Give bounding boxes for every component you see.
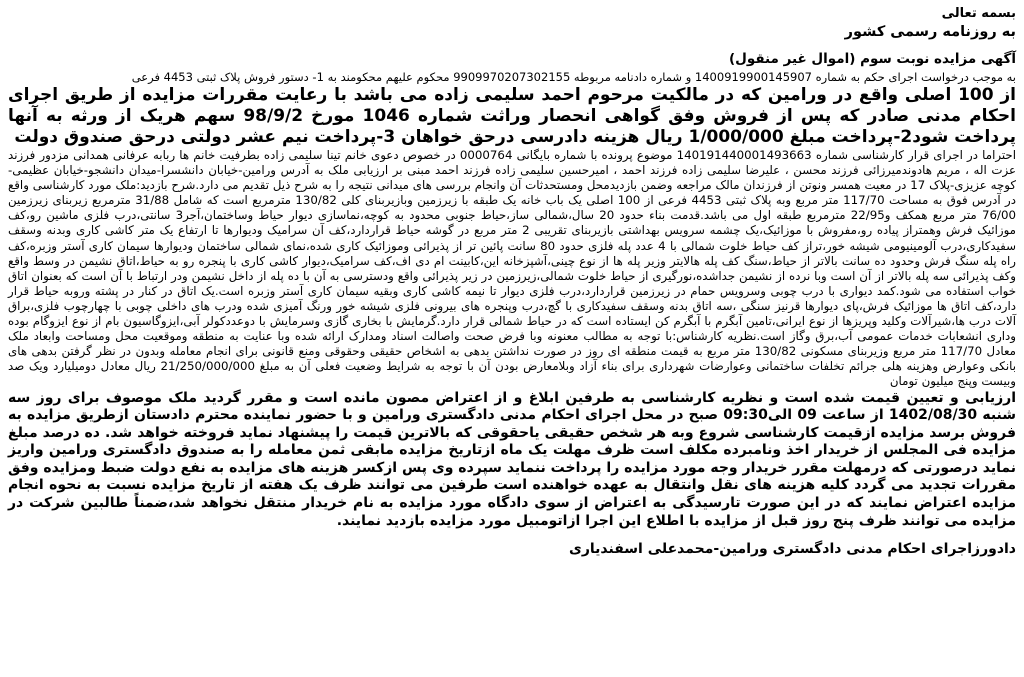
basmala-heading: بسمه تعالی: [941, 6, 1016, 21]
signature-line: دادورزاجرای احکام مدنی دادگستری ورامین-محمدعلی اسفندیاری: [569, 541, 1016, 558]
auction-terms-paragraph: ارزیابی و تعیین قیمت شده است و نظریه کارشناسی به طرفین ابلاغ و از اعتراض مصون مانده است و مقرر گردید ملک موصوف برای روز سه شنبه 1402/08/30 از ساعت 09 الی09:30 صبح در محل اجرای احکام مدنی دادگستری ورامین و با حضور نماینده محترم دادستان ازطریق مزایده به فروش برسد مزایده ازقیمت کارشناسی شروع وبه هر شخص حقیقی یاحقوقی که بالاترین قیمت را پیشنهاد نماید فروخته خواهد شد. ده درصد مبلغ مزایده فی المجلس از خریدار اخذ ونامبرده مکلف است ظرف مهلت یک ماه ازتاریخ مزایده مابقی ثمن معامله را به صندوق دادگستری ورامین واریز نماید درصورتی که درمهلت مقرر خریدار وجه مورد مزایده را پرداخت ننماید سپرده وی پس ازکسر هزینه های مزایده به نفع دولت ضبط ومزایده وفق مقررات تجدید می گردد کلیه هزینه های نقل وانتقال به عهده خواهنده است طرفین می توانند ظرف یک هفته از تاریخ مزایده نسبت به نحوه انجام مزایده اعتراض نمایند که در این صورت تارسیدگی به اعتراض از سوی دادگاه مورد مزایده به نام خریدار منتقل نخواهد شد،ضمناً طالبین شرکت در مزایده می توانند ظرف پنج روز قبل از مزایده با اطلاع این اجرا ازاتومبیل مورد مزایده بازدید نمایند.: [8, 389, 1017, 529]
notice-page: [8, 4, 1016, 673]
ruling-paragraph: از 100 اصلی واقع در ورامین که در مالکیت مرحوم احمد سلیمی زاده می باشد با رعایت مقررات مزایده از طریق اجرای احکام مدنی صادر که پس از فروش وفق گواهی انحصار وراثت شماره 1046 مورخ 98/9/2 سهم هریک از ورثه به آنها پرداخت شود2-پرداخت مبلغ 1/000/000 ریال هزینه دادرسی درحق خواهان 3-پرداخت نیم عشر دولتی درحق صندوق دولت: [8, 85, 1016, 147]
notice-title: آگهی مزایده نوبت سوم (اموال غیر منقول): [728, 51, 1016, 67]
recipient-heading: به روزنامه رسمی کشور: [844, 24, 1016, 40]
intro-paragraph: به موجب درخواست اجرای حکم به شماره 1400919900145907 و شماره دادنامه مربوطه 9909970207302155 محکوم علیهم محکومند به 1- دستور فروش پلاک ثبتی 4453 فرعی: [131, 70, 1016, 84]
expert-report-paragraph: احتراما در اجرای قرار کارشناسی شماره 140191440001493663 موضوع پرونده با شماره بایگانی 0000764 در خصوص دعوی خانم تینا سلیمی زاده بطرفیت خانم ها ربابه عرفانی همدانی مزدور فرزند عزت اله ، مریم هادوندمیرزائی فرزند محسن ، علیرضا سلیمی زاده فرزند احمد ، امیرحسین سلیمی زاده فرزند احمد مبنی بر ارزیابی ملک به آدرس ورامین-خیابان دانشسرا-میدان دانشجو-خیابان عظیمی-کوچه عزیزی-پلاک 17 در معیت همسر ونوتن از فرزندان مالک مراجعه وضمن بازدیدمحل ومستحدثات آن وانجام بررسی های میدانی نتیجه را به شرح ذیل تقدیم می دارد.شرح بازدید:ملک مورد کارشناسی واقع در آدرس فوق به مساحت 117/70 متر مربع وبه پلاک ثبتی 4453 فرعی از 100 اصلی یک باب خانه یک طبقه با زیرزمین وبازیربنای کلی 130/82 مترمربع است که شامل 31/88 مترمربع زیربنای زیرزمین 76/00 متر مربع همکف و22/95 مترمربع طبقه اول می باشد.قدمت بناء حدود 20 سال،شمالی ساز،حیاط جنوبی محدود به کوچه،نماسازی دیوار حیاط وساختمان،آجر3 سانتی،درب فلزی ماشین رو،کف موزائیک فرش وهمتراز پیاده رو،مفروش با موزائیک،یک چشمه سرویس بهداشتی بازیربنای تقریبی 2 متر مربع در گوشه حیاط قراردارد،کف آن سرامیک ودیوارها تا ارتفاع یک متر کاشی کاری وبدنه وسقف سفیدکاری،درب آلومینیومی شیشه خور،تراز کف حیاط خلوت شمالی با 4 عدد پله فلزی حدود 80 سانت پائین تر از پذیرائی وموزائیک کاری شده،نمای شمالی ساختمان ودیوارها سیمان کاری آستر وزبره،کف راه پله سنگ فرش وحدود ده سانت بالاتر از حیاط،سنگ کف پله هالایتر وزیر پله ها از نوع چینی،آشپزخانه این،کابینت ام دی اف،کف سرامیک،دیوار کاشی کاری با پنجره رو به حیاط،اتاق نشیمن در وسط واقع وکف پذیرائی سه پله بالاتر از آن است وبا نرده از نشیمن جداشده،نورگیری از حیاط خلوت شمالی،زیرزمین در زیر پذیرائی واقع ودسترسی به آن با ده پله از داخل نشیمن ودر ارتباط با آن است که بعنوان اتاق خواب استفاده می شود.کمد دیواری با درب چوبی وسرویس حمام در زیرزمین قراردارد،درب فلزی دیوار تا نیمه کاشی کاری وبقیه سیمان کاری آستر وزبره است.یک اتاق در کنار در پشته وروبه حیاط قرار دارد،کف اتاق ها موزائیک فرش،پای دیوارها قرنیز سنگی ،سه اتاق بدنه وسقف سفیدکاری با گچ،درب وپنجره های بیرونی فلزی شیشه خور ورنگ آمیزی شده ودرب های داخلی چوبی با چهارچوب فلزی،براق آلات درب ها،شیرآلات وکلید وپریزها از نوع ایرانی،تامین آبگرم با آبگرم کن ایستاده است که در حیاط شمالی قرار دارد.گرمایش با بخاری گازی وسرمایش با دوعددکولر آبی،ایزوگاسیون بام از نوع ایزوگام بوده وداری انشعابات خدمات عمومی آب،برق وگاز است.نظریه کارشناس:با توجه به مطالب معنونه وبا فرض صحت واصالت اسناد ومدارک ارائه شده وبا عنایت به منطقه وموقعیت محل ومساحت وابعاد ملک معادل 117/70 متر مربع وزیربنای مسکونی 130/82 متر مربع به قیمت منطقه ای روز در صورت نداشتن بدهی به اشخاص حقیقی وحقوقی ومنع قانونی برای انجام معامله وبدون در نظر گرفتن بدهی های بانکی وعوارض وهزینه هلی جرائم تخلفات ساختمانی وعوارضات شهرداری برای بناء آزاد وبلامعارض بودن آن با توجه به شرایط وضعیت فعلی آن به مبلغ 21/250/000/000 ریال معادل دومیلیارد ویک صد وبیست وپنج میلیون تومان: [8, 148, 1017, 389]
